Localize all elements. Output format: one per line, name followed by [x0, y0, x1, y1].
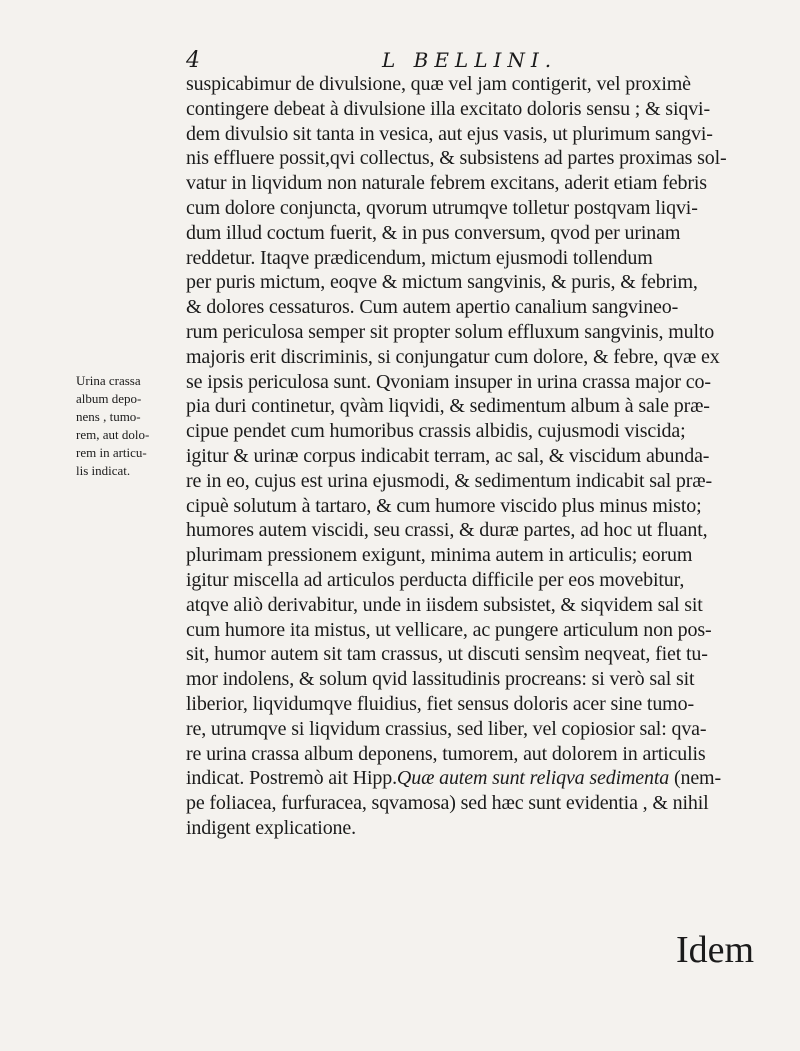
text-line: atqve aliò derivabitur, unde in iisdem subsistet, & siqvidem sal sit [186, 593, 703, 616]
text-segment: (nem- [669, 767, 721, 790]
text-line: igitur miscella ad articulos perducta difficile per eos movebitur, [186, 568, 685, 591]
text-line: re urina crassa album deponens, tumorem, aut dolorem in articulis [186, 742, 706, 765]
text-line: cum dolore conjuncta, qvorum utrumqve tolletur postqvam liqvi- [186, 196, 698, 219]
text-line: igitur & urinæ corpus indicabit terram, ac sal, & viscidum abunda- [186, 444, 710, 467]
text-line: pe foliacea, furfuracea, sqvamosa) sed hæc sunt evidentia , & nihil [186, 792, 709, 815]
running-title: L BELLINI. [382, 48, 558, 72]
text-line: se ipsis periculosa sunt. Qvoniam insuper in urina crassa major co- [186, 370, 711, 393]
catchword: Idem [676, 929, 755, 971]
body-text [186, 72, 792, 841]
text-line: sit, humor autem sit tam crassus, ut discuti sensìm neqveat, fiet tu- [186, 643, 708, 666]
text-line: mor indolens, & solum qvid lassitudinis procreans: si verò sal sit [186, 668, 695, 691]
text-line: rum periculosa semper sit propter solum effluxum sangvinis, multo [186, 320, 715, 343]
page-number: 4 [186, 48, 200, 73]
marginal-note-line: rem, aut dolo- [76, 427, 150, 442]
text-line: cum humore ita mistus, ut vellicare, ac pungere articulum non pos- [186, 618, 712, 641]
text-line: cipuè solutum à tartaro, & cum humore viscido plus minus misto; [186, 494, 702, 517]
marginal-note [76, 372, 180, 480]
marginal-note-line: nens , tumo- [76, 409, 141, 424]
text-line: per puris mictum, eoqve & mictum sangvinis, & puris, & febrim, [186, 271, 698, 294]
text-line: re, utrumqve si liqvidum crassius, sed liber, vel copiosior sal: qva- [186, 717, 707, 740]
text-line: cipue pendet cum humoribus crassis albidis, cujusmodi viscida; [186, 420, 686, 443]
text-line: pia duri continetur, qvàm liqvidi, & sedimentum album à sale præ- [186, 395, 710, 418]
text-line: dum illud coctum fuerit, & in pus conversum, qvod per urinam [186, 221, 681, 244]
text-line: suspicabimur de divulsione, quæ vel jam contigerit, vel proximè [186, 73, 691, 95]
text-line: vatur in liqvidum non naturale febrem excitans, aderit etiam febris [186, 172, 707, 195]
text-segment: indicat. Postremò ait Hipp. [186, 767, 397, 790]
text-line: dem divulsio sit tanta in vesica, aut ejus vasis, ut plurimum sangvi- [186, 122, 713, 145]
text-line: & dolores cessaturos. Cum autem apertio canalium sangvineo- [186, 296, 679, 319]
text-line: re in eo, cujus est urina ejusmodi, & sedimentum indicabit sal præ- [186, 469, 712, 492]
quoted-italic-segment: Quæ autem sunt reliqva sedimenta [396, 767, 670, 790]
text-line: humores autem viscidi, seu crassi, & duræ partes, ad hoc ut fluant, [186, 519, 708, 542]
marginal-note-line: album depo- [76, 391, 142, 406]
text-line: indigent explicatione. [186, 816, 356, 839]
text-line: contingere debeat à divulsione illa excitato doloris sensu ; & siqvi- [186, 97, 710, 120]
text-line [186, 766, 792, 791]
text-line: plurimam pressionem exigunt, minima autem in articulis; eorum [186, 544, 693, 567]
text-line: reddetur. Itaqve prædicendum, mictum ejusmodi tollendum [186, 246, 653, 269]
marginal-note-line: rem in articu- [76, 445, 147, 460]
marginal-note-line: Urina crassa [76, 373, 141, 388]
text-line: majoris erit discriminis, si conjungatur cum dolore, & febre, qvæ ex [186, 345, 720, 368]
text-line: liberior, liqvidumqve fluidius, fiet sensus doloris acer sine tumo- [186, 692, 694, 715]
marginal-note-line: lis indicat. [76, 463, 131, 478]
text-line: nis effluere possit,qvi collectus, & subsistens ad partes proximas sol- [186, 147, 727, 170]
